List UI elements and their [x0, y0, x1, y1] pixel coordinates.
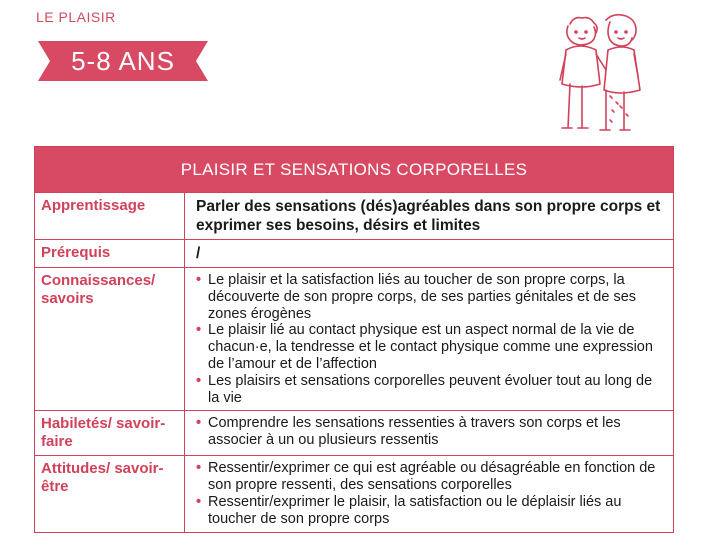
- age-banner: [38, 41, 208, 81]
- row-label: Attitudes/ savoir-être: [35, 456, 185, 531]
- list-item: • Ressentir/exprimer le plaisir, la satisfaction ou le déplaisir liés au toucher de son propre corps: [196, 493, 622, 527]
- row-content: Parler des sensations (dés)agréables dans son propre corps et exprimer ses besoins, désirs et limites: [196, 198, 661, 234]
- row-content: [185, 268, 673, 410]
- row-content: [185, 456, 673, 531]
- bullet-text: Comprendre les sensations ressenties à travers son corps et les associer à un ou plusieurs ressentis: [208, 415, 621, 449]
- list-item: • Le plaisir lié au contact physique est un aspect normal de la vie de chacun·e, la tendresse et le contact physique comme une expression de l’amour et de l’affection: [196, 322, 653, 372]
- bullet-text: Les plaisirs et sensations corporelles peuvent évoluer tout au long de la vie: [208, 372, 653, 406]
- list-item: • Le plaisir et la satisfaction liés au toucher de son propre corps, la découverte de son propre corps, de ses parties génitales et de ses zones érogènes: [196, 272, 637, 322]
- bullet-text: Le plaisir et la satisfaction liés au toucher de son propre corps, la découverte de son propre corps, de ses parties génitales et de ses zones érogènes: [208, 272, 637, 322]
- row-label: Apprentissage: [35, 193, 185, 239]
- row-label: Habiletés/ savoir-faire: [35, 411, 185, 455]
- row-label: Connaissances/ savoirs: [35, 268, 185, 410]
- age-range-text: 5-8 ANS: [71, 45, 175, 76]
- table-title: PLAISIR ET SENSATIONS CORPORELLES: [35, 147, 673, 192]
- table-row-attitudes: [35, 455, 673, 531]
- row-content: /: [196, 245, 201, 262]
- table-row-prerequis: [35, 239, 673, 267]
- bullet-text: Ressentir/exprimer ce qui est agréable ou désagréable en fonction de son propre ressenti, des sensations corporelles: [208, 460, 656, 494]
- table-row-habiletes: [35, 410, 673, 455]
- two-children-illustration-icon: [552, 10, 644, 140]
- list-item: • Comprendre les sensations ressenties à travers son corps et les associer à un ou plusieurs ressentis: [196, 415, 621, 449]
- bullet-text: Le plaisir lié au contact physique est un aspect normal de la vie de chacun·e, la tendresse et le contact physique comme une expression de l’amour et de l’affection: [208, 322, 653, 372]
- bullet-text: Ressentir/exprimer le plaisir, la satisfaction ou le déplaisir liés au toucher de son propre corps: [208, 493, 622, 527]
- row-label: Prérequis: [35, 240, 185, 267]
- section-label: LE PLAISIR: [36, 9, 116, 25]
- list-item: • Les plaisirs et sensations corporelles peuvent évoluer tout au long de la vie: [196, 372, 653, 406]
- list-item: • Ressentir/exprimer ce qui est agréable ou désagréable en fonction de son propre ressenti, des sensations corporelles: [196, 460, 656, 494]
- row-content: [185, 411, 673, 455]
- table-row-connaissances: [35, 267, 673, 410]
- table-row-apprentissage: [35, 192, 673, 239]
- competency-table: [34, 146, 674, 533]
